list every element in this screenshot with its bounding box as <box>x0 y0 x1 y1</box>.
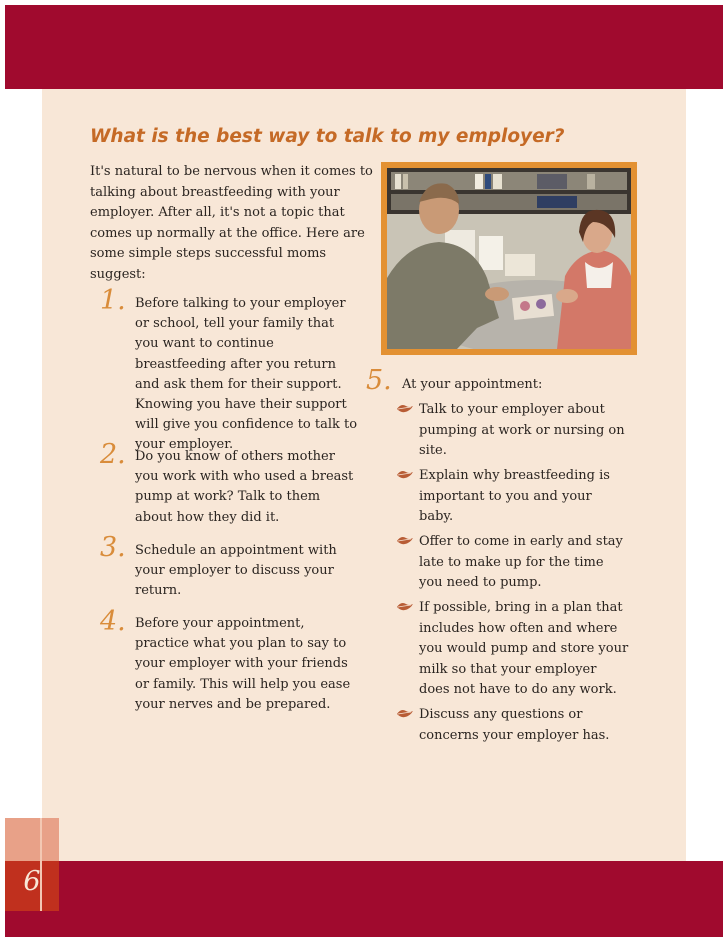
page-number: 6 <box>23 866 41 897</box>
corner-accent-light <box>5 818 59 861</box>
appointment-bullet-text: Discuss any questions or concerns your employer has. <box>419 707 610 743</box>
bottom-color-band <box>5 861 723 937</box>
step-4-text: Before your appointment, practice what you plan to say to your employer with your friends or family. This will help you ease your nerves and be prepared. <box>135 616 351 712</box>
corner-divider <box>40 818 42 911</box>
leaf-bullet-icon <box>396 403 414 415</box>
step-3-text: Schedule an appointment with your employer to discuss your return. <box>135 543 337 599</box>
photo-frame <box>381 162 637 355</box>
step-5-number: 5. <box>366 365 392 396</box>
step-1-text: Before talking to your employer or school, tell your family that you want to continue breastfeeding after you return and ask them for their support. Knowing you have their support will give you confidence to talk to your employer. <box>135 296 358 453</box>
step-5-text: At your appointment: <box>402 377 543 392</box>
leaf-bullet-icon <box>396 708 414 720</box>
page-title: What is the best way to talk to my employer? <box>90 126 565 147</box>
leaf-bullet-icon <box>396 469 414 481</box>
appointment-bullet-text: If possible, bring in a plan that includes how often and where you would pump and store your milk so that your employer does not have to do any work. <box>419 600 629 697</box>
step-2-number: 2. <box>100 439 126 470</box>
step-1-number: 1. <box>100 285 126 316</box>
step-2-text: Do you know of others mother you work with who used a breast pump at work? Talk to them about how they did it. <box>135 449 354 525</box>
top-color-band <box>5 5 723 89</box>
appointment-bullet-text: Offer to come in early and stay late to make up for the time you need to pump. <box>419 534 623 590</box>
intro-paragraph: It's natural to be nervous when it comes to talking about breastfeeding with your employer. After all, it's not a topic that comes up normally at the office. Here are some simple steps successful moms suggest: <box>90 164 373 282</box>
step-4-number: 4. <box>100 606 126 637</box>
leaf-bullet-icon <box>396 535 414 547</box>
appointment-bullet-text: Explain why breastfeeding is important to you and your baby. <box>419 468 610 524</box>
leaf-bullet-icon <box>396 601 414 613</box>
appointment-bullet-text: Talk to your employer about pumping at work or nursing on site. <box>419 402 625 458</box>
meeting-photo <box>387 168 631 349</box>
step-3-number: 3. <box>100 532 126 563</box>
